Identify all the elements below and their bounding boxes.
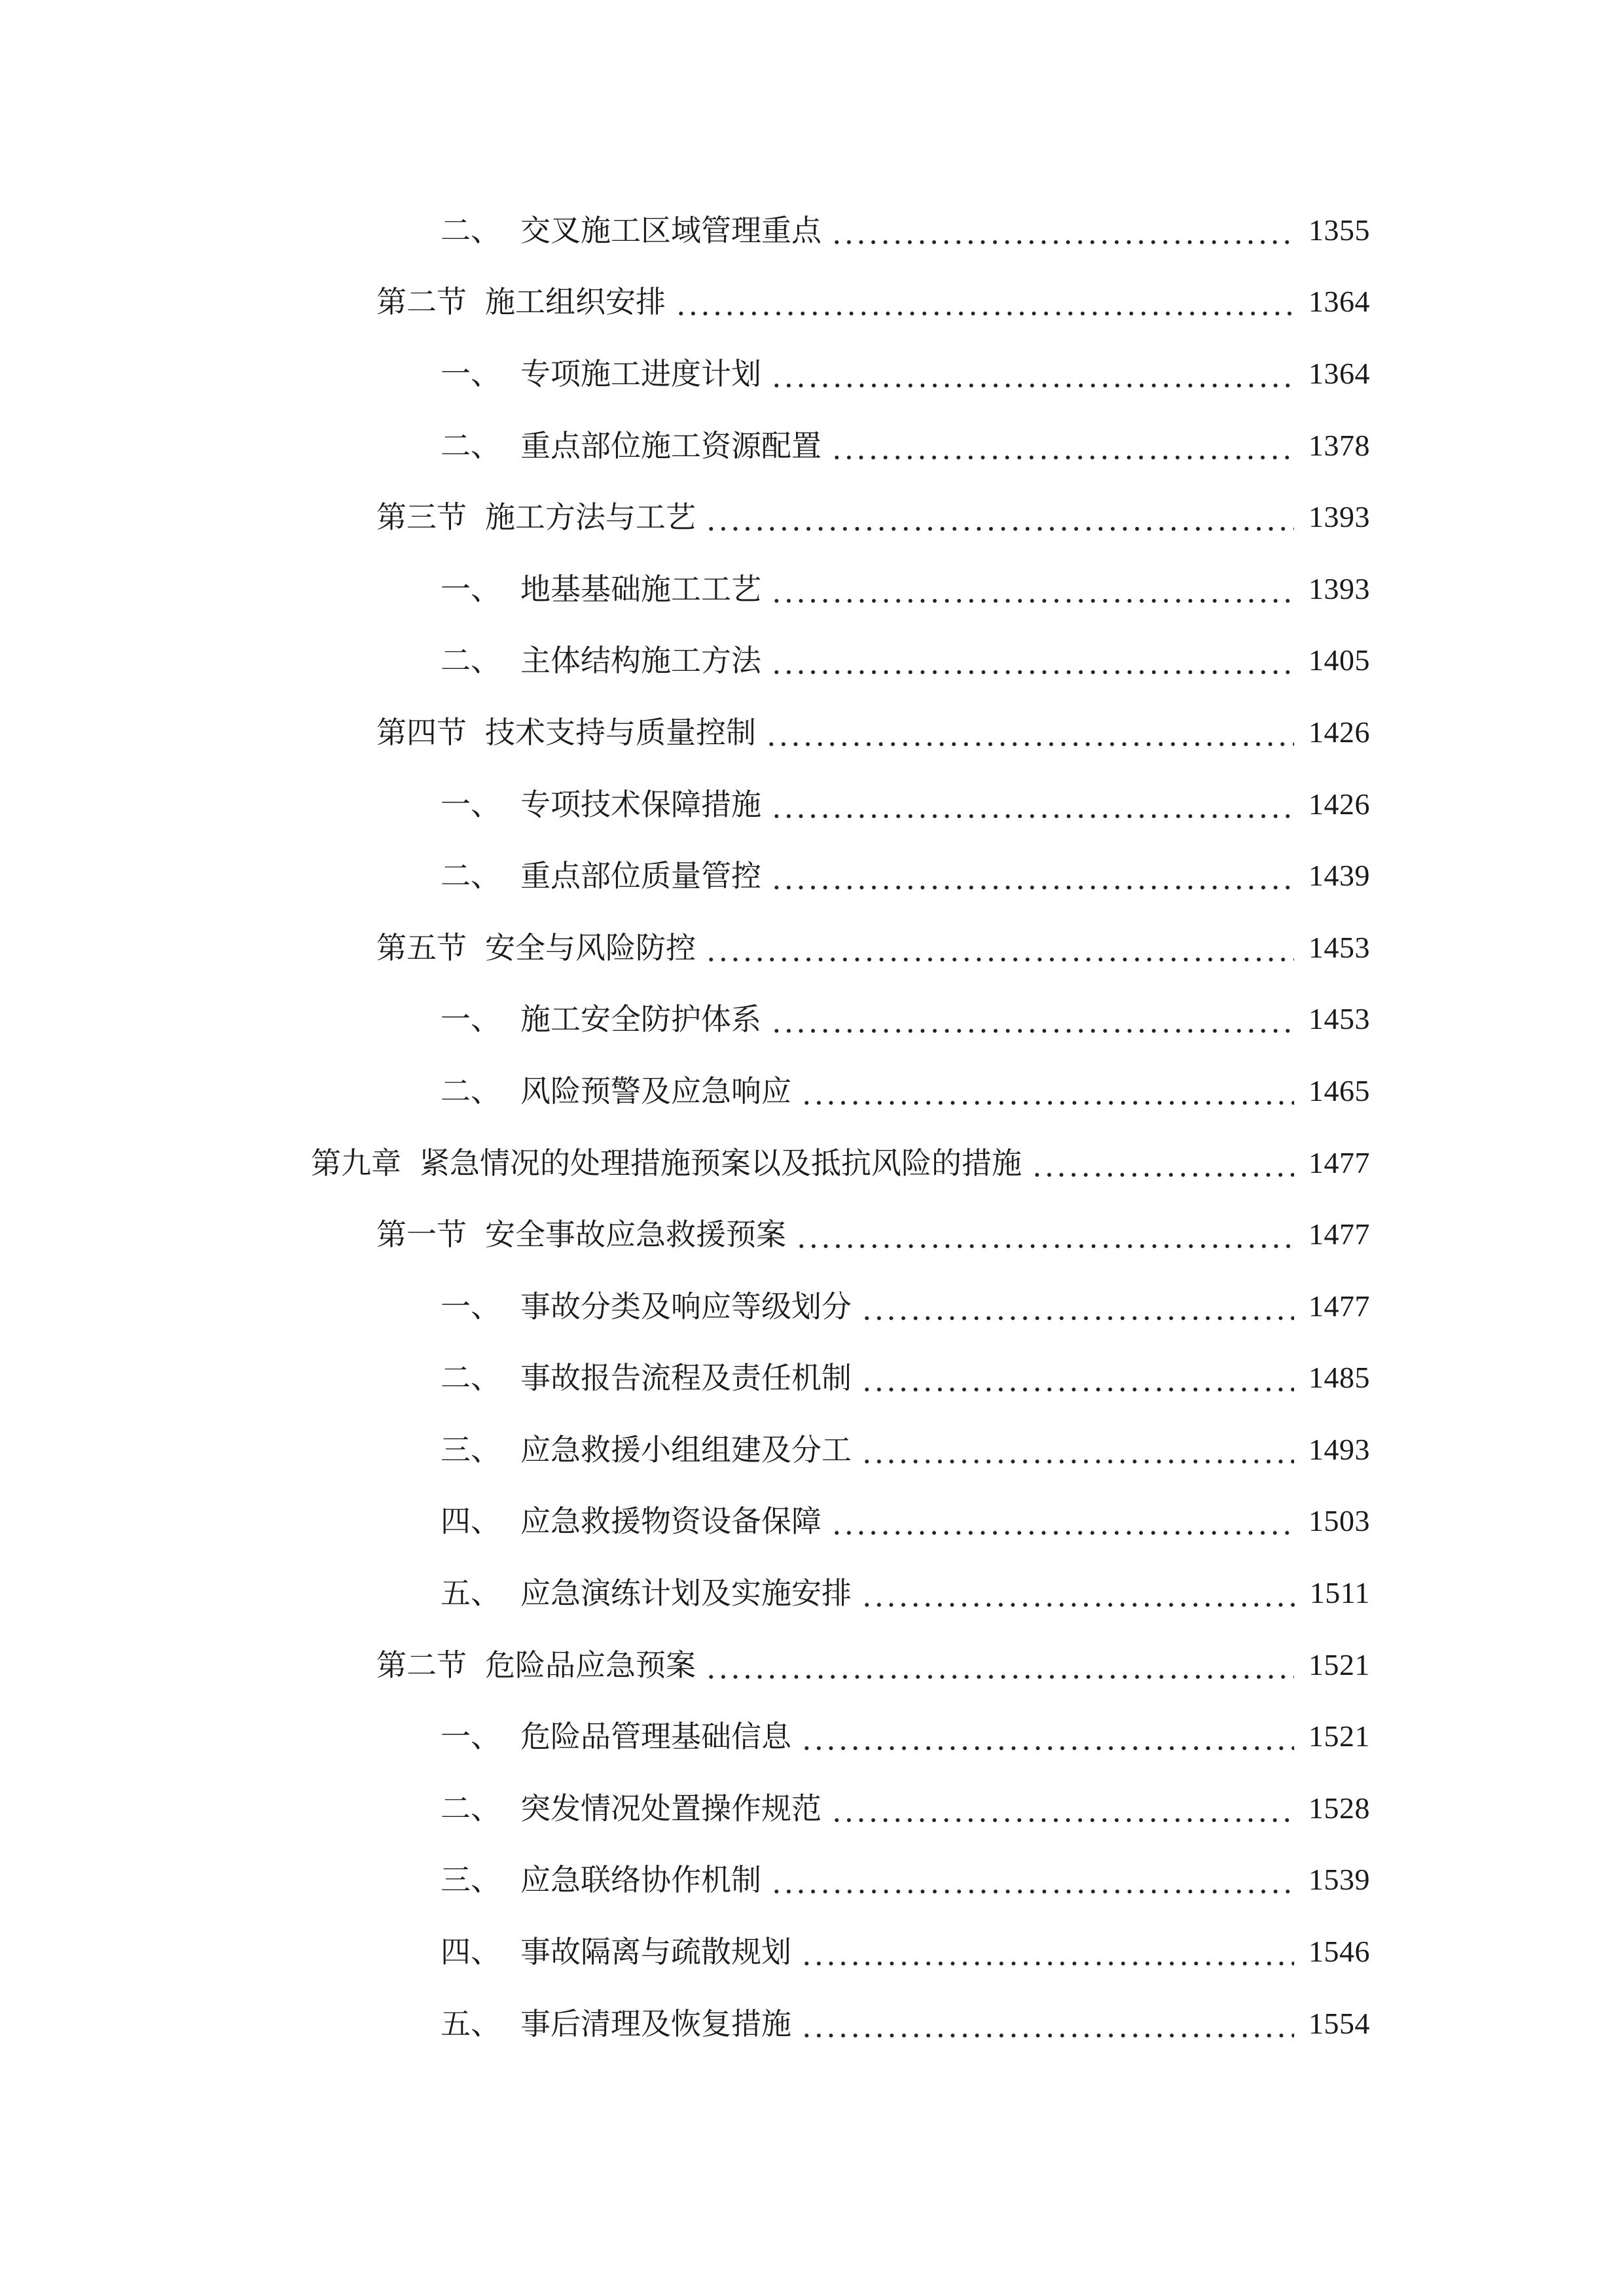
toc-page-number: 1521 [1308, 1647, 1370, 1681]
toc-entry-number: 第九章 [311, 1145, 401, 1181]
toc-dot-leader [770, 645, 1294, 675]
toc-entry-number: 二、 [441, 427, 501, 463]
toc-entry-item[interactable] [0, 1772, 1624, 1844]
toc-page-number: 1477 [1308, 1217, 1370, 1251]
toc-entry-section[interactable] [0, 481, 1624, 553]
toc-dot-leader [705, 933, 1294, 963]
toc-entry-number: 一、 [441, 1719, 501, 1755]
toc-entry-item[interactable] [0, 1342, 1624, 1414]
toc-dot-leader [770, 359, 1294, 389]
toc-entry-item[interactable] [0, 768, 1624, 840]
toc-entry-section[interactable] [0, 696, 1624, 768]
toc-entry-title: 风险预警及应急响应 [520, 1073, 791, 1109]
toc-entry-title: 重点部位质量管控 [520, 858, 761, 894]
toc-entry-section[interactable] [0, 1629, 1624, 1701]
toc-page-number: 1528 [1308, 1791, 1370, 1825]
toc-page-number: 1521 [1308, 1719, 1370, 1753]
toc-page-number: 1493 [1308, 1432, 1370, 1466]
toc-page-number: 1355 [1308, 213, 1370, 247]
toc-page-number: 1426 [1308, 715, 1370, 749]
toc-page-number: 1453 [1308, 1002, 1370, 1036]
toc-entry-number: 第一节 [376, 1217, 467, 1253]
toc-entry-number: 二、 [441, 1073, 501, 1109]
toc-entry-number: 四、 [441, 1934, 501, 1970]
toc-page-number: 1546 [1308, 1935, 1370, 1969]
toc-entry-item[interactable] [0, 1486, 1624, 1558]
toc-entry-number: 四、 [441, 1503, 501, 1539]
toc-dot-leader [861, 1291, 1294, 1321]
toc-entry-title: 事故报告流程及责任机制 [520, 1360, 852, 1396]
toc-entry-title: 安全与风险防控 [485, 929, 696, 965]
toc-entry-item[interactable] [0, 1844, 1624, 1916]
toc-page-number: 1364 [1308, 356, 1370, 390]
toc-dot-leader [705, 1650, 1294, 1680]
toc-dot-leader [770, 1004, 1294, 1034]
toc-entry-title: 应急救援物资设备保障 [520, 1503, 821, 1539]
toc-entry-item[interactable] [0, 194, 1624, 266]
toc-dot-leader [801, 1076, 1294, 1106]
toc-dot-leader [861, 1435, 1294, 1465]
toc-entry-item[interactable] [0, 1414, 1624, 1486]
toc-entry-title: 应急救援小组组建及分工 [520, 1431, 852, 1467]
toc-entry-number: 二、 [441, 212, 501, 248]
toc-entry-number: 第五节 [376, 929, 467, 965]
toc-entry-item[interactable] [0, 1700, 1624, 1772]
toc-entry-number: 二、 [441, 1360, 501, 1396]
toc-page-number: 1477 [1308, 1289, 1370, 1323]
toc-page-number: 1511 [1309, 1576, 1370, 1610]
toc-entry-number: 一、 [441, 1288, 501, 1324]
toc-entry-title: 地基基础施工工艺 [520, 571, 761, 607]
toc-dot-leader [770, 574, 1294, 604]
toc-entry-chapter[interactable] [0, 1127, 1624, 1199]
toc-entry-section[interactable] [0, 1198, 1624, 1270]
toc-page-number: 1439 [1308, 859, 1370, 893]
toc-page-number: 1426 [1308, 787, 1370, 821]
toc-entry-item[interactable] [0, 984, 1624, 1056]
toc-entry-number: 一、 [441, 355, 501, 391]
toc-page-number: 1364 [1308, 285, 1370, 319]
toc-entry-item[interactable] [0, 1988, 1624, 2060]
toc-entry-section[interactable] [0, 266, 1624, 338]
toc-entry-number: 第二节 [376, 284, 467, 320]
toc-entry-item[interactable] [0, 553, 1624, 625]
toc-dot-leader [831, 1506, 1294, 1536]
toc-entry-title: 施工组织安排 [485, 284, 666, 320]
toc-dot-leader [770, 789, 1294, 819]
toc-entry-section[interactable] [0, 912, 1624, 984]
toc-entry-title: 事故分类及响应等级划分 [520, 1288, 852, 1324]
toc-entry-number: 一、 [441, 786, 501, 822]
toc-entry-number: 二、 [441, 1790, 501, 1826]
toc-entry-title: 交叉施工区域管理重点 [520, 212, 821, 248]
toc-entry-title: 危险品应急预案 [485, 1647, 696, 1683]
toc-dot-leader [795, 1219, 1294, 1249]
toc-entry-item[interactable] [0, 338, 1624, 410]
toc-dot-leader [801, 2009, 1294, 2039]
toc-dot-leader [801, 1721, 1294, 1751]
toc-entry-title: 技术支持与质量控制 [485, 714, 756, 750]
toc-dot-leader [831, 215, 1294, 245]
toc-page-number: 1477 [1308, 1145, 1370, 1179]
toc-entry-item[interactable] [0, 625, 1624, 697]
toc-dot-leader [861, 1578, 1295, 1608]
toc-dot-leader [765, 717, 1294, 747]
toc-entry-title: 重点部位施工资源配置 [520, 427, 821, 463]
toc-entry-number: 一、 [441, 571, 501, 607]
toc-entry-item[interactable] [0, 840, 1624, 912]
toc-page-number: 1503 [1308, 1504, 1370, 1538]
toc-entry-title: 应急联络协作机制 [520, 1862, 761, 1898]
toc-entry-number: 五、 [441, 1575, 501, 1611]
toc-entry-number: 二、 [441, 643, 501, 679]
toc-entry-title: 主体结构施工方法 [520, 643, 761, 679]
toc-page-number: 1393 [1308, 500, 1370, 534]
toc-entry-number: 第二节 [376, 1647, 467, 1683]
toc-dot-leader [770, 1865, 1294, 1895]
toc-page-number: 1393 [1308, 571, 1370, 605]
toc-entry-number: 三、 [441, 1862, 501, 1898]
toc-dot-leader [705, 502, 1294, 532]
toc-entry-item[interactable] [0, 410, 1624, 482]
toc-entry-title: 应急演练计划及实施安排 [520, 1575, 852, 1611]
toc-dot-leader [831, 1793, 1294, 1823]
toc-entry-item[interactable] [0, 1270, 1624, 1342]
toc-page-number: 1405 [1308, 643, 1370, 677]
toc-entry-number: 五、 [441, 2005, 501, 2041]
toc-entry-number: 一、 [441, 1001, 501, 1037]
toc-entry-title: 危险品管理基础信息 [520, 1719, 791, 1755]
toc-entry-title: 紧急情况的处理措施预案以及抵抗风险的措施 [420, 1145, 1022, 1181]
toc-page-number: 1554 [1308, 2006, 1370, 2040]
toc-dot-leader [675, 287, 1294, 317]
toc-dot-leader [831, 431, 1294, 461]
toc-entry-title: 专项技术保障措施 [520, 786, 761, 822]
toc-entry-title: 施工方法与工艺 [485, 499, 696, 535]
toc-entry-title: 安全事故应急救援预案 [485, 1217, 786, 1253]
toc-entry-title: 突发情况处置操作规范 [520, 1790, 821, 1826]
table-of-contents [0, 194, 1624, 2059]
toc-dot-leader [861, 1363, 1294, 1393]
toc-entry-title: 事故隔离与疏散规划 [520, 1934, 791, 1970]
toc-entry-item[interactable] [0, 1055, 1624, 1127]
toc-dot-leader [770, 861, 1294, 891]
toc-page-number: 1465 [1308, 1073, 1370, 1107]
toc-dot-leader [1031, 1148, 1294, 1178]
toc-page-number: 1453 [1308, 930, 1370, 964]
toc-page-number: 1378 [1308, 428, 1370, 462]
toc-entry-title: 专项施工进度计划 [520, 355, 761, 391]
toc-page-number: 1539 [1308, 1863, 1370, 1897]
toc-entry-title: 事后清理及恢复措施 [520, 2005, 791, 2041]
toc-entry-number: 第四节 [376, 714, 467, 750]
toc-page-number: 1485 [1308, 1361, 1370, 1395]
toc-entry-title: 施工安全防护体系 [520, 1001, 761, 1037]
toc-dot-leader [801, 1937, 1294, 1967]
toc-entry-item[interactable] [0, 1916, 1624, 1988]
toc-entry-item[interactable] [0, 1557, 1624, 1629]
toc-entry-number: 三、 [441, 1431, 501, 1467]
toc-entry-number: 二、 [441, 858, 501, 894]
toc-entry-number: 第三节 [376, 499, 467, 535]
